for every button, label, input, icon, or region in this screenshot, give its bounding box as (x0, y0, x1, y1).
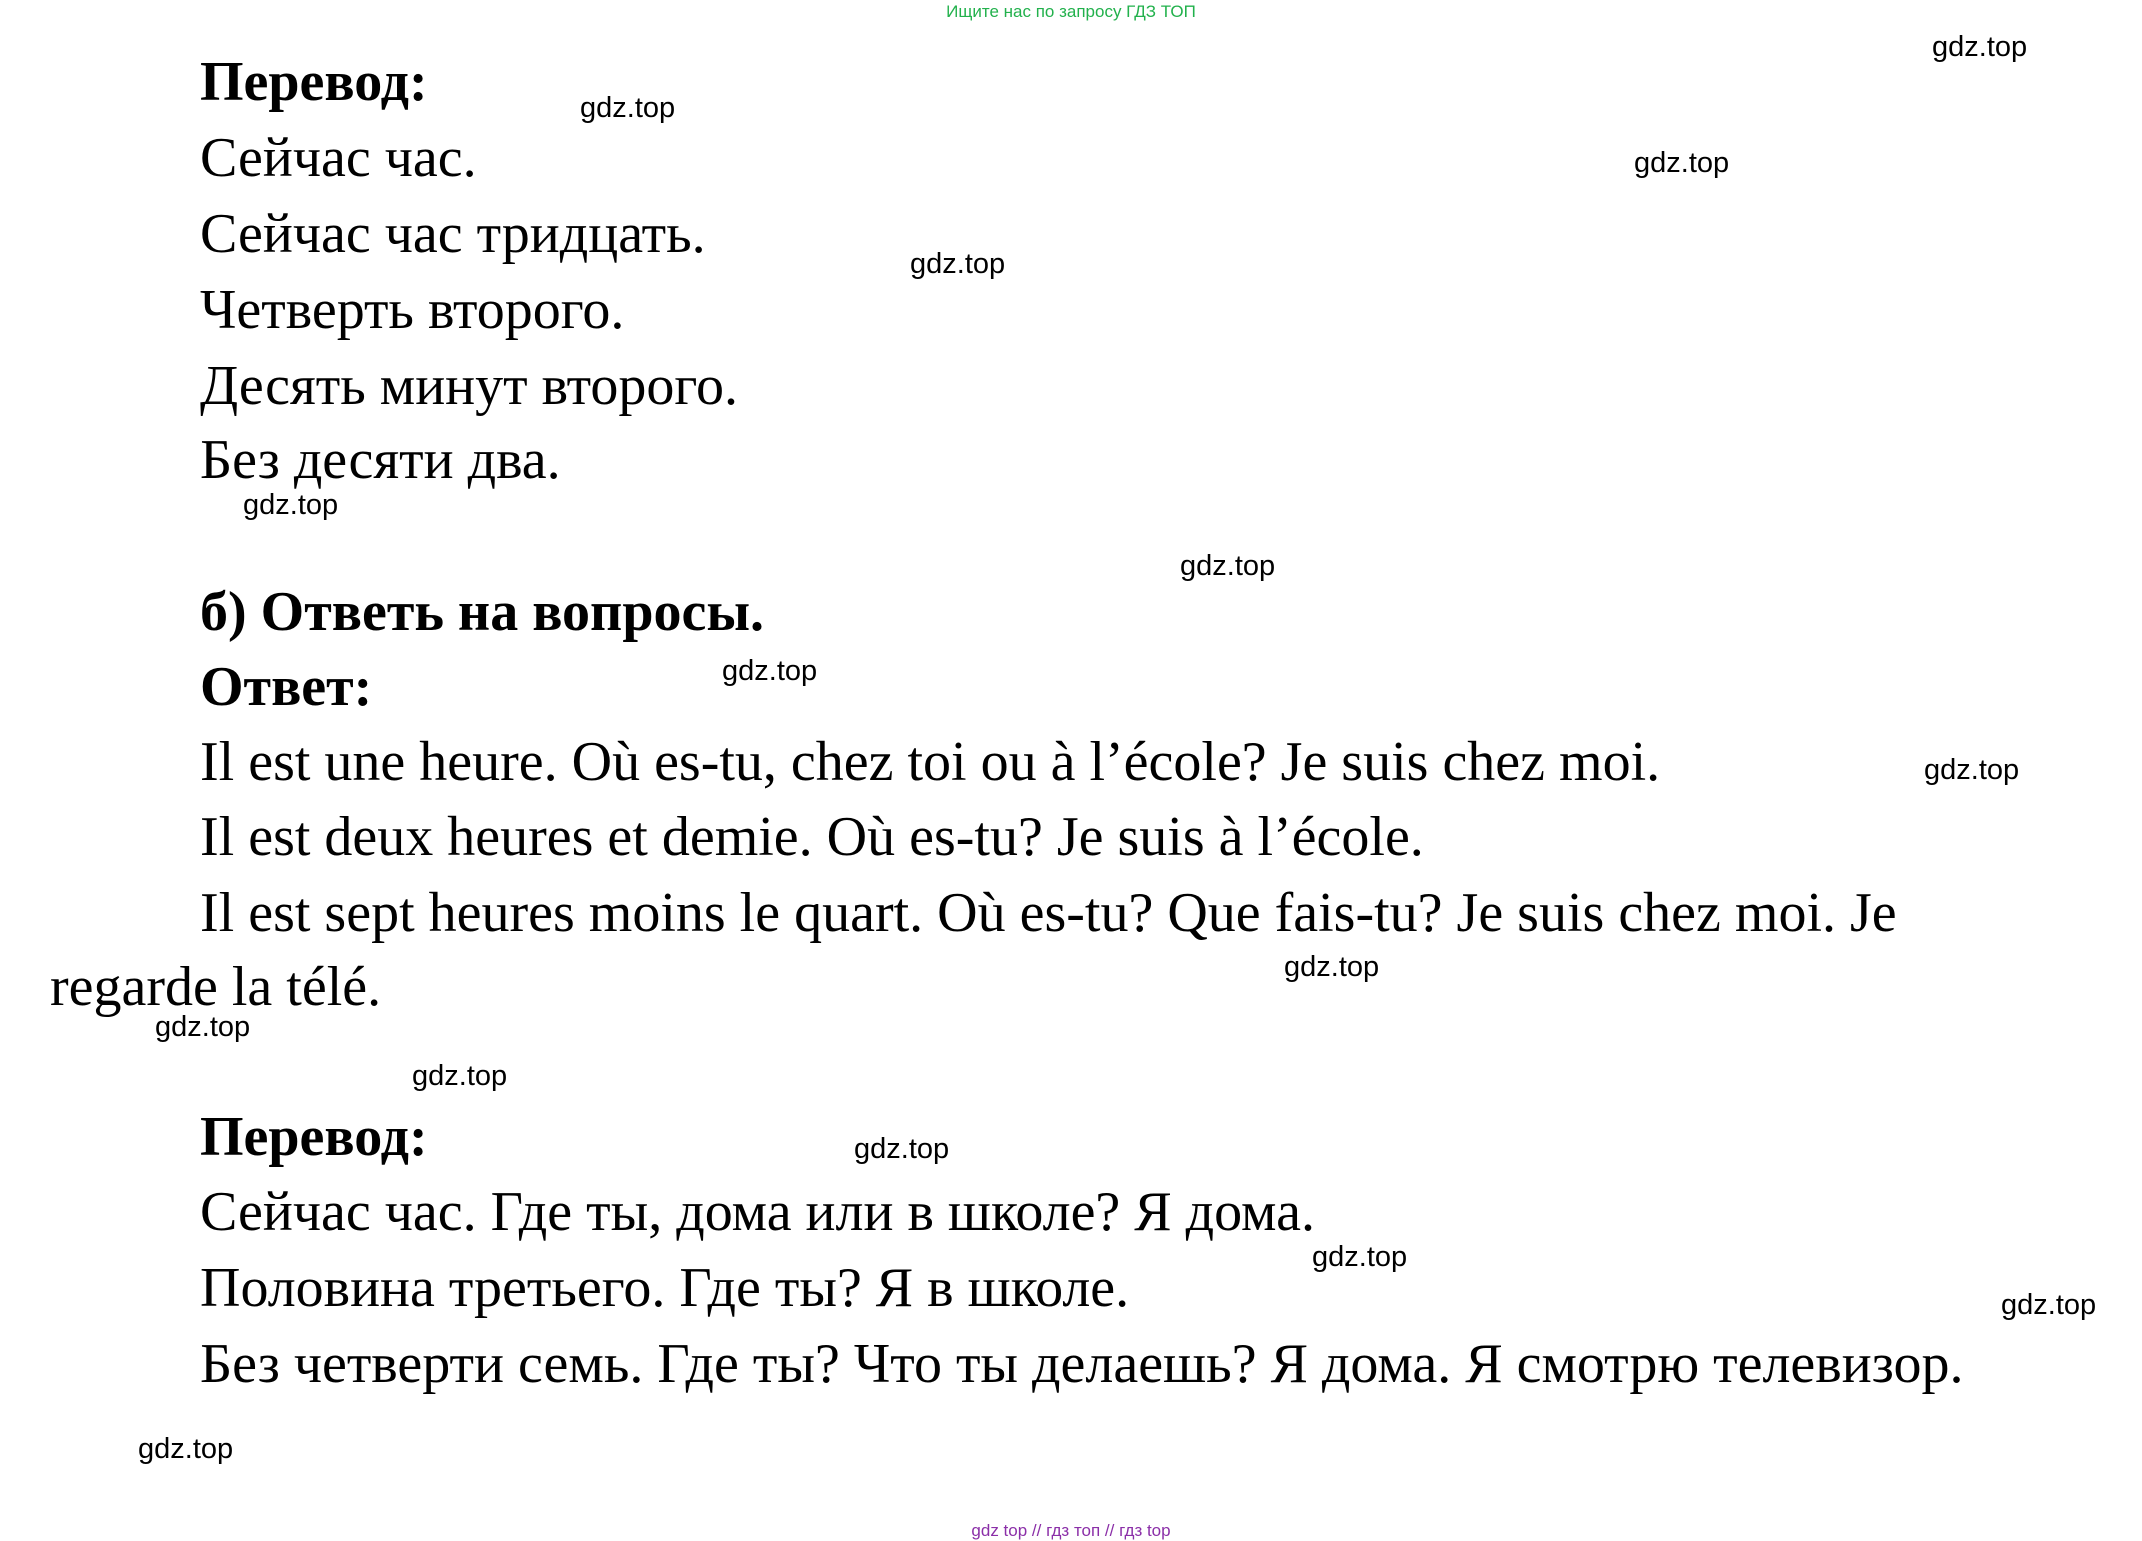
top-search-banner[interactable]: Ищите нас по запросу ГДЗ ТОП (946, 2, 1196, 21)
translation2-line-3: Без четверти семь. Где ты? Что ты делаешь? Я дома. Я смотрю телевизор. (200, 1333, 1964, 1395)
watermark: gdz.top (138, 1433, 234, 1465)
watermark: gdz.top (1932, 31, 2028, 63)
translation2-line-1: Сейчас час. Где ты, дома или в школе? Я дома. (200, 1181, 1315, 1243)
translation-heading-2: Перевод: (200, 1106, 428, 1168)
watermark: gdz.top (1284, 951, 1380, 983)
translation-line-3: Четверть второго. (200, 279, 625, 341)
watermark: gdz.top (910, 248, 1006, 280)
watermark: gdz.top (243, 489, 339, 521)
watermark: gdz.top (412, 1060, 508, 1092)
translation-line-5: Без десяти два. (200, 429, 561, 491)
translation-line-1: Сейчас час. (200, 127, 477, 189)
translation-line-4: Десять минут второго. (200, 355, 738, 417)
answer-line-4: regarde la télé. (50, 956, 382, 1018)
translation-heading-1: Перевод: (200, 51, 428, 113)
answer-line-2: Il est deux heures et demie. Où es-tu? Je suis à l’école. (200, 806, 1424, 868)
watermark: gdz.top (722, 655, 818, 687)
watermark: gdz.top (854, 1133, 950, 1165)
task-heading: б) Ответь на вопросы. (200, 581, 765, 643)
watermark: gdz.top (155, 1011, 251, 1043)
translation2-line-2: Половина третьего. Где ты? Я в школе. (200, 1257, 1130, 1319)
answer-heading: Ответ: (200, 656, 373, 718)
watermark: gdz.top (580, 92, 676, 124)
watermark: gdz.top (1180, 550, 1276, 582)
answer-line-3: Il est sept heures moins le quart. Où es-tu? Que fais-tu? Je suis chez moi. Je (200, 882, 1897, 944)
watermark: gdz.top (2001, 1289, 2097, 1321)
footer-links[interactable]: gdz top // гдз топ // гдз top (971, 1521, 1171, 1540)
watermark: gdz.top (1924, 754, 2020, 786)
answer-line-1: Il est une heure. Où es-tu, chez toi ou à l’école? Je suis chez moi. (200, 731, 1661, 793)
translation-line-2: Сейчас час тридцать. (200, 203, 706, 265)
watermark: gdz.top (1312, 1241, 1408, 1273)
watermark: gdz.top (1634, 147, 1730, 179)
